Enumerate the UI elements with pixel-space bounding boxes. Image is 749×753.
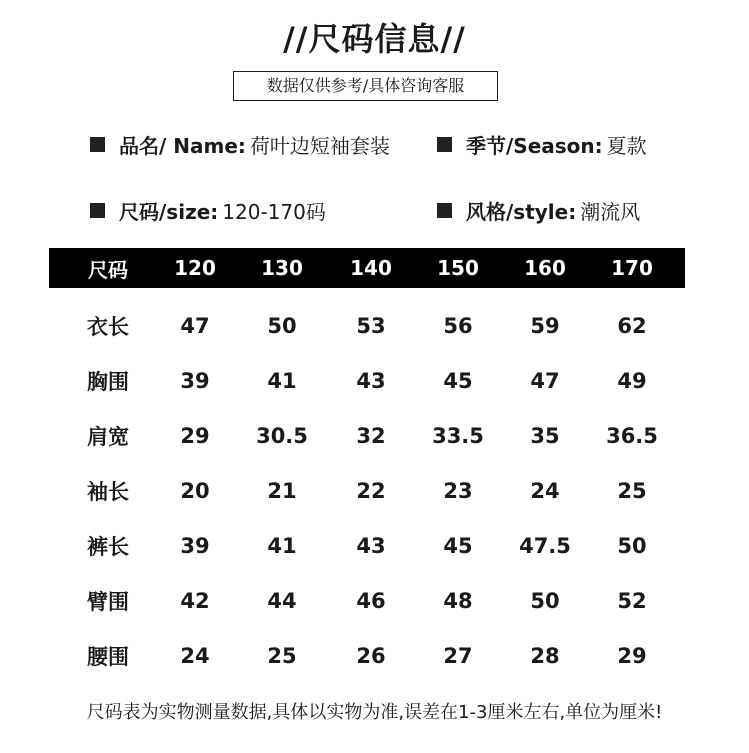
- table-row: [49, 343, 685, 398]
- table-cell: 45: [443, 533, 473, 558]
- table-cell: 62: [617, 313, 647, 338]
- row-label: 肩宽: [87, 424, 129, 449]
- square-bullet-icon: [90, 137, 105, 152]
- table-cell: 45: [443, 368, 473, 393]
- table-cell: 39: [180, 533, 210, 558]
- season-value: 夏款: [606, 134, 647, 158]
- table-cell: 24: [180, 643, 210, 668]
- table-cell: 27: [443, 643, 473, 668]
- table-cell: 26: [356, 643, 386, 668]
- style-label: 风格/style:: [466, 200, 577, 224]
- info-size: [90, 196, 326, 225]
- table-cell: 33.5: [432, 423, 484, 448]
- table-cell: 22: [356, 478, 386, 503]
- table-row: [49, 288, 685, 343]
- square-bullet-icon: [437, 137, 452, 152]
- header-cell: 130: [261, 256, 303, 280]
- header-cell: 140: [350, 256, 392, 280]
- footer-note: 尺码表为实物测量数据,具体以实物为准,误差在1-3厘米左右,单位为厘米!: [86, 702, 663, 723]
- table-cell: 29: [180, 423, 210, 448]
- table-cell: 21: [267, 478, 297, 503]
- name-label: 品名/ Name:: [119, 134, 246, 158]
- row-label: 衣长: [87, 314, 129, 339]
- table-cell: 25: [617, 478, 647, 503]
- table-row: [49, 618, 685, 673]
- table-cell: 50: [530, 588, 560, 613]
- table-cell: 47: [180, 313, 210, 338]
- table-cell: 44: [267, 588, 297, 613]
- table-cell: 28: [530, 643, 560, 668]
- table-cell: 36.5: [606, 423, 658, 448]
- table-row: [49, 508, 685, 563]
- table-row: [49, 563, 685, 618]
- table-cell: 47: [530, 368, 560, 393]
- square-bullet-icon: [90, 203, 105, 218]
- table-cell: 53: [356, 313, 386, 338]
- info-style: [437, 196, 640, 225]
- row-label: 袖长: [87, 479, 129, 504]
- table-cell: 47.5: [519, 533, 571, 558]
- name-value: 荷叶边短袖套装: [249, 134, 390, 158]
- page-title: //尺码信息//: [283, 20, 466, 58]
- size-table: [49, 248, 685, 673]
- header-cell: 尺码: [88, 257, 128, 282]
- info-name: [90, 130, 390, 159]
- row-label: 腰围: [87, 644, 129, 669]
- header-cell: 120: [174, 256, 216, 280]
- table-cell: 49: [617, 368, 647, 393]
- table-cell: 23: [443, 478, 473, 503]
- subtitle-notice: 数据仅供参考/具体咨询客服: [233, 71, 498, 101]
- header-cell: 170: [611, 256, 653, 280]
- table-cell: 32: [356, 423, 386, 448]
- size-value: 120-170码: [222, 200, 326, 224]
- table-cell: 56: [443, 313, 473, 338]
- table-cell: 52: [617, 588, 647, 613]
- table-cell: 42: [180, 588, 210, 613]
- table-cell: 39: [180, 368, 210, 393]
- table-cell: 46: [356, 588, 386, 613]
- row-label: 裤长: [87, 534, 129, 559]
- square-bullet-icon: [437, 203, 452, 218]
- table-cell: 29: [617, 643, 647, 668]
- info-season: [437, 130, 647, 159]
- table-row: [49, 453, 685, 508]
- table-cell: 43: [356, 368, 386, 393]
- row-label: 臂围: [87, 589, 129, 614]
- table-cell: 59: [530, 313, 560, 338]
- table-cell: 50: [267, 313, 297, 338]
- table-cell: 41: [267, 368, 297, 393]
- table-cell: 20: [180, 478, 210, 503]
- table-cell: 24: [530, 478, 560, 503]
- table-cell: 48: [443, 588, 473, 613]
- table-row: [49, 398, 685, 453]
- table-cell: 50: [617, 533, 647, 558]
- style-value: 潮流风: [580, 200, 641, 224]
- table-cell: 41: [267, 533, 297, 558]
- table-cell: 35: [530, 423, 560, 448]
- table-cell: 30.5: [256, 423, 308, 448]
- table-cell: 43: [356, 533, 386, 558]
- header-cell: 160: [524, 256, 566, 280]
- season-label: 季节/Season:: [466, 134, 603, 158]
- size-label: 尺码/size:: [119, 200, 219, 224]
- header-cell: 150: [437, 256, 479, 280]
- row-label: 胸围: [87, 369, 129, 394]
- table-cell: 25: [267, 643, 297, 668]
- table-header-row: [49, 248, 685, 288]
